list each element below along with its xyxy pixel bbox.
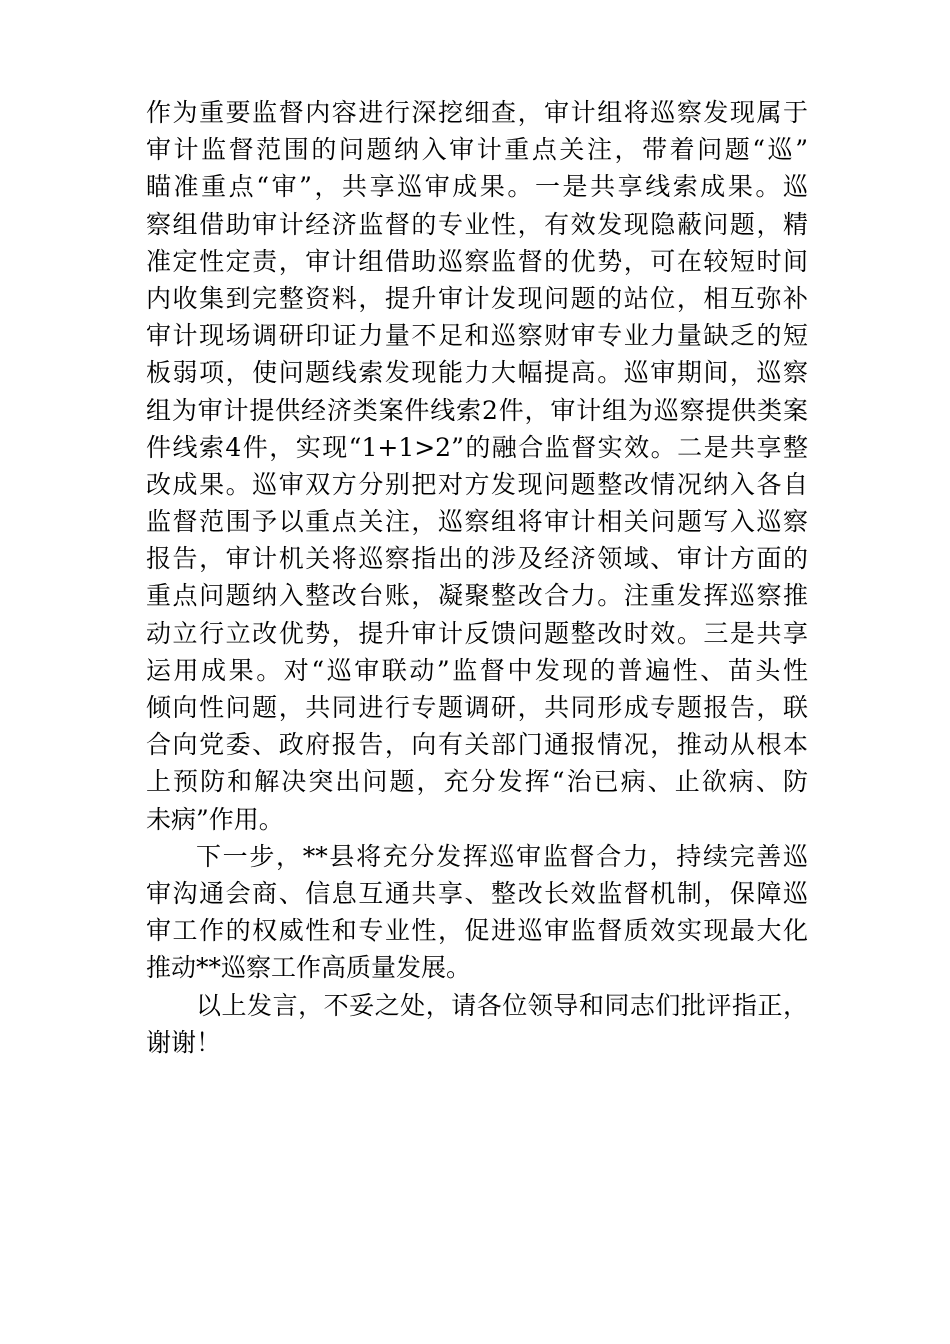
text-line: 瞄准重点“审”，共享巡审成果。一是共享线索成果。巡 bbox=[146, 172, 808, 202]
text-line: 下一步，**县将充分发挥巡审监督合力，持续完善巡 bbox=[196, 841, 808, 871]
text-line: 内收集到完整资料，提升审计发现问题的站位，相互弥补 bbox=[146, 283, 808, 313]
text-line: 重点问题纳入整改台账，凝聚整改合力。注重发挥巡察推 bbox=[146, 581, 808, 611]
text-line: 审工作的权威性和专业性，促进巡审监督质效实现最大化 bbox=[146, 916, 808, 946]
text-line: 合向党委、政府报告，向有关部门通报情况，推动从根本 bbox=[146, 730, 808, 760]
text-line: 准定性定责，审计组借助巡察监督的优势，可在较短时间 bbox=[146, 246, 808, 276]
text-line: 报告，审计机关将巡察指出的涉及经济领域、审计方面的 bbox=[146, 544, 808, 574]
text-line: 未病”作用。 bbox=[146, 804, 284, 834]
text-line: 上预防和解决突出问题，充分发挥“治已病、止欲病、防 bbox=[146, 767, 808, 797]
document-body bbox=[146, 94, 808, 1061]
text-line: 监督范围予以重点关注，巡察组将审计相关问题写入巡察 bbox=[146, 507, 808, 537]
text-line: 组为审计提供经济类案件线索2件，审计组为巡察提供类案 bbox=[146, 395, 808, 425]
text-line: 动立行立改优势，提升审计反馈问题整改时效。三是共享 bbox=[146, 618, 808, 648]
text-line: 审沟通会商、信息互通共享、整改长效监督机制，保障巡 bbox=[146, 878, 808, 908]
text-line: 审计监督范围的问题纳入审计重点关注，带着问题“巡” bbox=[146, 135, 808, 165]
text-line: 运用成果。对“巡审联动”监督中发现的普遍性、苗头性 bbox=[146, 655, 808, 685]
text-line: 以上发言，不妥之处，请各位领导和同志们批评指正， bbox=[196, 990, 808, 1020]
text-line: 谢谢！ bbox=[146, 1027, 222, 1057]
text-line: 件线索4件，实现“1+1>2”的融合监督实效。二是共享整 bbox=[146, 432, 808, 462]
text-line: 倾向性问题，共同进行专题调研，共同形成专题报告，联 bbox=[146, 693, 808, 722]
text-line: 推动**巡察工作高质量发展。 bbox=[146, 953, 472, 983]
text-line: 作为重要监督内容进行深挖细查，审计组将巡察发现属于 bbox=[146, 98, 808, 127]
text-line: 板弱项，使问题线索发现能力大幅提高。巡审期间，巡察 bbox=[146, 358, 808, 388]
text-line: 察组借助审计经济监督的专业性，有效发现隐蔽问题，精 bbox=[146, 209, 808, 239]
text-line: 审计现场调研印证力量不足和巡察财审专业力量缺乏的短 bbox=[146, 321, 808, 351]
text-line: 改成果。巡审双方分别把对方发现问题整改情况纳入各自 bbox=[146, 469, 808, 499]
